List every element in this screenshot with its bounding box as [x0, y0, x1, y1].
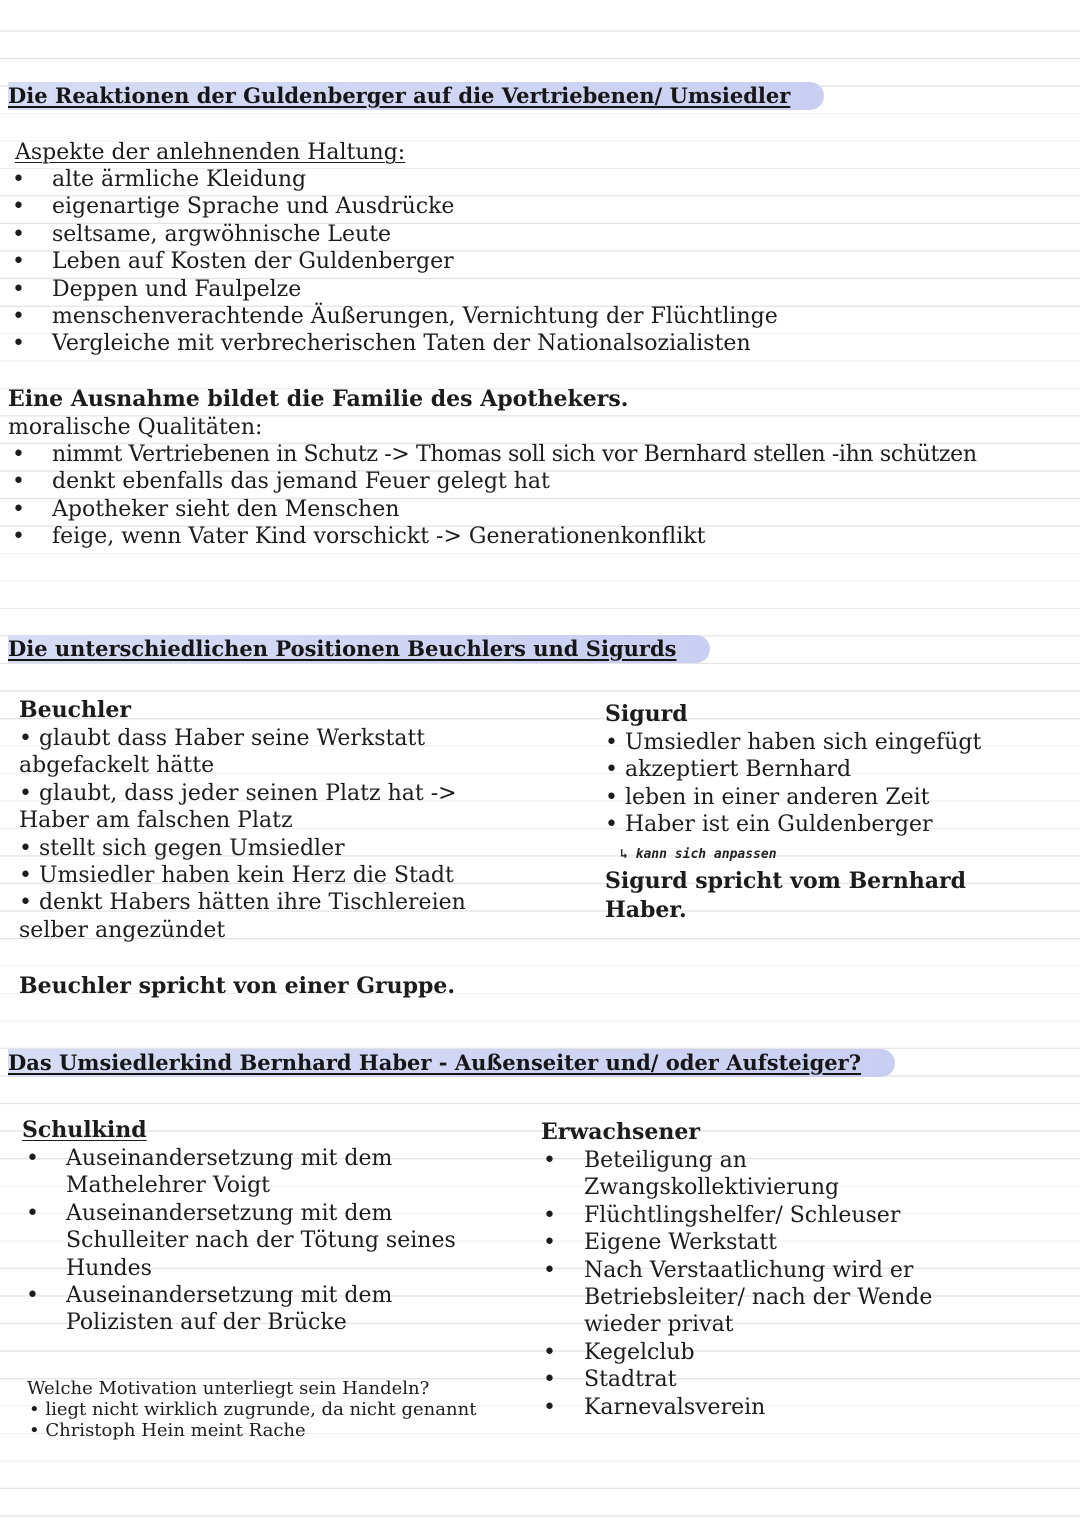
list-item: • Auseinandersetzung mit dem Polizisten auf der Brücke [26, 1283, 393, 1336]
sigurd-summary-end: Haber. [605, 897, 687, 923]
beuchler-text [19, 725, 466, 944]
beuchler-line: selber angezündet [19, 917, 226, 943]
sigurd-title: Sigurd [605, 701, 688, 727]
sigurd-line: • Haber ist ein Guldenberger [605, 812, 933, 838]
beuchler-line: Haber am falschen Platz [19, 808, 293, 834]
qualities-list [0, 441, 977, 551]
list-item: • nimmt Vertriebenen in Schutz -> Thomas soll sich vor Bernhard stellen -ihn schützen [12, 442, 977, 467]
list-item: • Apotheker sieht den Menschen [12, 496, 400, 522]
list-item: • Auseinandersetzung mit dem Mathelehrer Voigt [26, 1146, 393, 1199]
sigurd-text [605, 729, 981, 839]
sigurd-line: • leben in einer anderen Zeit [605, 784, 930, 810]
exception-statement: Eine Ausnahme bildet die Familie des Apothekers. [8, 386, 629, 412]
section2-heading: Die unterschiedlichen Positionen Beuchlers und Sigurds [8, 635, 710, 663]
list-item: • Vergleiche mit verbrecherischen Taten der Nationalsozialisten [12, 331, 751, 357]
erwachsener-title: Erwachsener [541, 1119, 700, 1145]
beuchler-line: • denkt Habers hätten ihre Tischlereien [19, 890, 466, 916]
beuchler-title: Beuchler [19, 697, 131, 723]
list-item: • eigenartige Sprache und Ausdrücke [12, 194, 455, 220]
list-item: • menschenverachtende Äußerungen, Vernichtung der Flüchtlinge [12, 304, 778, 330]
section1-heading: Die Reaktionen der Guldenberger auf die Vertriebenen/ Umsiedler [8, 82, 824, 110]
beuchler-line: • glaubt dass Haber seine Werkstatt [19, 726, 426, 751]
qualities-title: moralische Qualitäten: [8, 415, 263, 440]
section3-heading: Das Umsiedlerkind Bernhard Haber - Außenseiter und/ oder Aufsteiger? [8, 1049, 895, 1077]
beuchler-line: • Umsiedler haben kein Herz die Stadt [19, 863, 454, 889]
motivation-question: Welche Motivation unterliegt sein Handeln? [27, 1378, 430, 1399]
sigurd-line: • Umsiedler haben sich eingefügt [605, 730, 982, 755]
motivation-answer: • liegt nicht wirklich zugrunde, da nicht genannt [29, 1399, 477, 1420]
beuchler-line: • stellt sich gegen Umsiedler [19, 835, 345, 861]
motivation-answer: • Christoph Hein meint Rache [29, 1420, 306, 1441]
list-item: • alte ärmliche Kleidung [12, 167, 307, 192]
list-item: • Deppen und Faulpelze [12, 276, 302, 302]
list-item: • Stadtrat [543, 1367, 677, 1393]
list-item: • Beteiligung an Zwangskollektivierung [543, 1148, 840, 1201]
list-item: • denkt ebenfalls das jemand Feuer gelegt hat [12, 469, 550, 495]
erwachsener-list [0, 1147, 932, 1421]
list-item: • Eigene Werkstatt [543, 1230, 777, 1256]
list-item: • Nach Verstaatlichung wird er Betriebsleiter/ nach der Wende wieder privat [543, 1257, 933, 1338]
list-item: • Auseinandersetzung mit dem Schulleiter nach der Tötung seines Hundes [26, 1200, 456, 1281]
beuchler-line: abgefackelt hätte [19, 753, 215, 779]
sigurd-line: • akzeptiert Bernhard [605, 757, 852, 783]
schulkind-title: Schulkind [22, 1117, 147, 1143]
beuchler-summary: Beuchler spricht von einer Gruppe. [19, 973, 456, 999]
sigurd-summary: Sigurd spricht vom Bernhard [605, 868, 966, 894]
list-item: • seltsame, argwöhnische Leute [12, 221, 392, 247]
list-item: • Kegelclub [543, 1339, 695, 1365]
list-item: • Leben auf Kosten der Guldenberger [12, 249, 454, 275]
aspects-list [0, 166, 778, 358]
handwritten-note: ↳ kann sich anpassen [620, 847, 777, 862]
list-item: • Karnevalsverein [543, 1394, 766, 1420]
beuchler-line: • glaubt, dass jeder seinen Platz hat -> [19, 780, 457, 806]
aspects-title: Aspekte der anlehnenden Haltung: [15, 140, 406, 165]
list-item: • feige, wenn Vater Kind vorschickt -> Generationenkonflikt [12, 524, 706, 550]
list-item: • Flüchtlingshelfer/ Schleuser [543, 1202, 901, 1228]
